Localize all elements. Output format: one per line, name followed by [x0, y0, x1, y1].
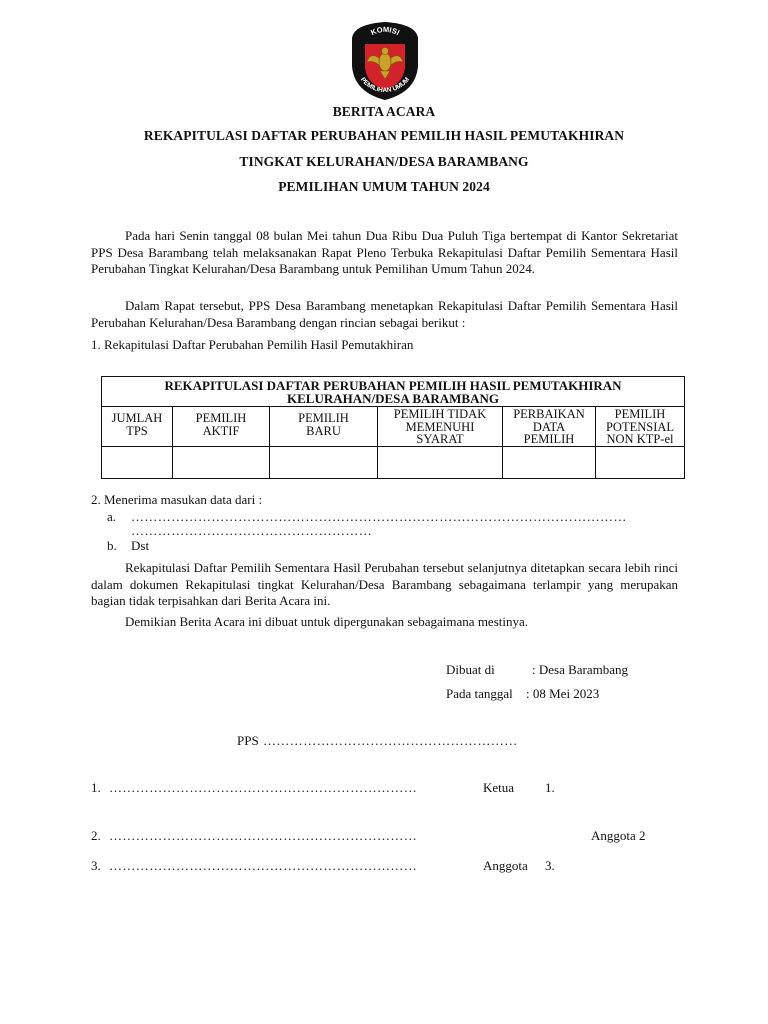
logo-top-text: KOMISI: [369, 24, 402, 38]
header-line: PEMILIH: [298, 411, 349, 425]
paragraph-opening: Pada hari Senin tanggal 08 bulan Mei tahun Dua Ribu Dua Puluh Tiga bertempat di Kantor Sekretariat PPS Desa Barambang telah melaksanakan Rapat Pleno Terbuka Rekapitulasi Daftar Pemilih Sementara Hasil Perubahan Tingkat Kelurahan/Desa Barambang untuk Pemilihan Umum Tahun 2024.: [91, 228, 678, 276]
title-line-1: REKAPITULASI DAFTAR PERUBAHAN PEMILIH HASIL PEMUTAKHIRAN: [143, 128, 625, 143]
signature-row-2-dots: ……………………………………………………………: [109, 828, 418, 843]
header-line: NON KTP-el: [606, 432, 674, 446]
table-header-tidak-memenuhi-syarat: [378, 407, 503, 447]
header-line: PEMILIH: [614, 407, 666, 421]
header-line: DATA: [532, 419, 566, 434]
list-item-2b-text: Dst: [131, 538, 150, 553]
header-line: SYARAT: [416, 432, 464, 446]
rekap-table: [101, 376, 685, 479]
table-title-row: [102, 377, 685, 407]
table-cell[interactable]: [503, 447, 596, 479]
header-line: PEMILIH: [523, 432, 575, 446]
header-line: JUMLAH: [111, 411, 163, 425]
table-cell[interactable]: [102, 447, 173, 479]
table-title-line-2: KELURAHAN/DESA BARAMBANG: [287, 391, 499, 406]
header-line: AKTIF: [202, 423, 240, 438]
table-cell[interactable]: [596, 447, 685, 479]
made-at-label: Dibuat di: [446, 662, 495, 677]
header-line: TPS: [126, 423, 148, 438]
logo-bottom-text: PEMILIHAN UMUM: [359, 76, 412, 95]
signature-row-1-dots: ……………………………………………………………: [109, 780, 418, 795]
header-line: BARU: [306, 423, 341, 438]
pps-label: PPS: [237, 733, 259, 748]
table-header-row: [102, 407, 685, 447]
signature-row-2-sign: Anggota 2: [591, 828, 646, 843]
list-item-2a-dots-cont: ………………………………………………: [131, 523, 373, 538]
table-title: [102, 377, 685, 407]
table-cell[interactable]: [270, 447, 378, 479]
signature-row-1-role: Ketua: [483, 780, 515, 795]
list-item-1: 1. Rekapitulasi Daftar Perubahan Pemilih Hasil Pemutakhiran: [91, 337, 414, 352]
list-item-2: 2. Menerima masukan data dari :: [91, 492, 263, 507]
header-line: PEMILIH: [195, 411, 247, 425]
signature-row-3-role: Anggota: [483, 858, 528, 873]
table-title-line-1: REKAPITULASI DAFTAR PERUBAHAN PEMILIH HASIL PEMUTAKHIRAN: [164, 378, 622, 393]
list-item-2a-label: a.: [107, 509, 117, 524]
kpu-logo: [346, 18, 424, 102]
signature-row-3-num: 3.: [91, 858, 101, 873]
date-value: : 08 Mei 2023: [526, 686, 600, 701]
signature-row-2-num: 2.: [91, 828, 101, 843]
header-line: POTENSIAL: [605, 419, 675, 434]
table-cell[interactable]: [378, 447, 503, 479]
header-line: PEMILIH TIDAK: [393, 407, 487, 421]
table-header-jumlah-tps: [102, 407, 173, 447]
table-header-non-ktp: [596, 407, 685, 447]
doc-type: BERITA ACARA: [332, 104, 436, 119]
made-at-value: : Desa Barambang: [532, 662, 629, 677]
header-line: PERBAIKAN: [513, 407, 585, 421]
signature-row-3-dots: ……………………………………………………………: [109, 858, 418, 873]
title-line-2: TINGKAT KELURAHAN/DESA BARAMBANG: [239, 154, 529, 169]
signature-row-1-sign: 1.: [545, 780, 555, 795]
list-item-2a-dots: …………………………………………………………………………………………………: [131, 509, 627, 524]
paragraph-rapat: Dalam Rapat tersebut, PPS Desa Barambang menetapkan Rekapitulasi Daftar Pemilih Sementara Hasil Perubahan Kelurahan/Desa Barambang dengan rincian sebagai berikut :: [91, 298, 678, 330]
date-label: Pada tanggal: [446, 686, 513, 701]
table-header-pemilih-aktif: [173, 407, 270, 447]
table-header-perbaikan-data: [503, 407, 596, 447]
signature-row-1-num: 1.: [91, 780, 101, 795]
pps-dots: …………………………………………………: [263, 733, 518, 748]
title-line-3: PEMILIHAN UMUM TAHUN 2024: [278, 179, 490, 194]
table-cell[interactable]: [173, 447, 270, 479]
paragraph-closing: Demikian Berita Acara ini dibuat untuk dipergunakan sebagaimana mestinya.: [125, 614, 528, 629]
paragraph-rekap: Rekapitulasi Daftar Pemilih Sementara Hasil Perubahan tersebut selanjutnya ditetapkan secara lebih rinci dalam dokumen Rekapitulasi tingkat Kelurahan/Desa Barambang sebagaimana terlampir yang merupakan bagian tidak terpisahkan dari Berita Acara ini.: [91, 560, 678, 608]
list-item-2b-label: b.: [107, 538, 117, 553]
table-row: [102, 447, 685, 479]
header-line: MEMENUHI: [405, 419, 475, 434]
signature-row-3-sign: 3.: [545, 858, 555, 873]
table-header-pemilih-baru: [270, 407, 378, 447]
